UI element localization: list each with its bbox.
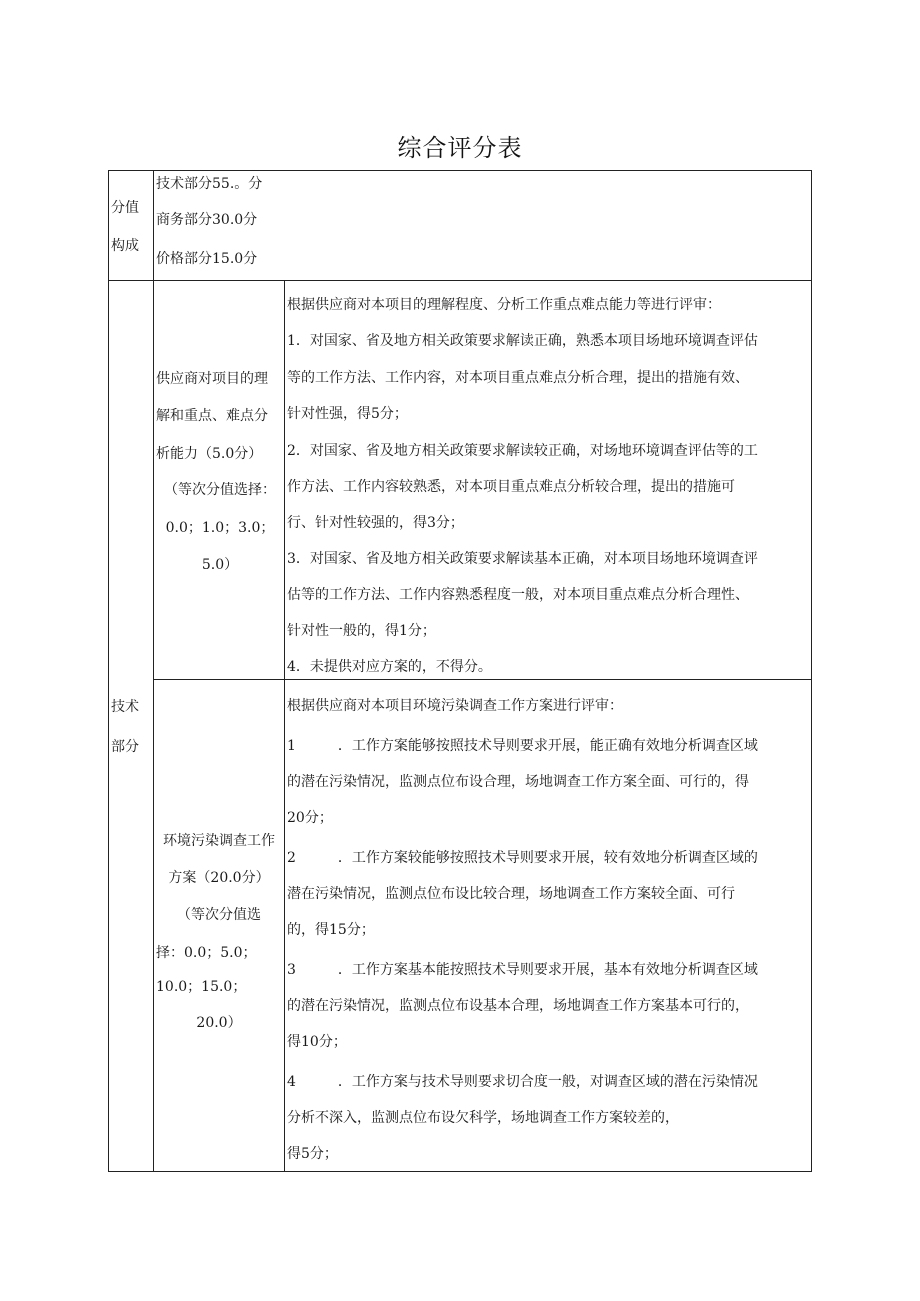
detail-text: 1．对国家、省及地方相关政策要求解读正确，熟悉本项目场地环境调查评估 bbox=[287, 333, 758, 349]
criterion-text: 0.0；1.0；3.0； bbox=[165, 520, 275, 536]
criterion-text: （等次分值选 bbox=[177, 907, 261, 923]
detail-text: 针对性一般的，得1分； bbox=[287, 623, 436, 639]
detail-text: 4．未提供对应方案的，不得分。 bbox=[287, 659, 492, 675]
criterion-text: 析能力（5.0分） bbox=[156, 446, 263, 462]
criterion-text: 择：0.0；5.0； bbox=[156, 945, 257, 961]
detail-text: 估等的工作方法、工作内容熟悉程度一般，对本项目重点难点分析合理性、 bbox=[287, 587, 749, 603]
detail-text: 根据供应商对本项目环境污染调查工作方案进行评审： bbox=[287, 698, 623, 714]
row-divider bbox=[154, 679, 811, 680]
detail-text: 2．对国家、省及地方相关政策要求解读较正确，对场地环境调查评估等的工 bbox=[287, 443, 758, 459]
detail-text: 行、针对性较强的，得3分； bbox=[287, 515, 464, 531]
technical-section-label: 技术 bbox=[111, 699, 139, 715]
detail-text: 作方法、工作内容较熟悉，对本项目重点难点分析较合理，提出的措施可 bbox=[287, 479, 735, 495]
criterion-text: 解和重点、难点分 bbox=[156, 408, 268, 424]
criterion-text: 10.0；15.0； bbox=[156, 979, 247, 995]
detail-text: 得5分； bbox=[287, 1146, 338, 1162]
criterion-text: 20.0） bbox=[196, 1015, 242, 1031]
page-title: 综合评分表 bbox=[397, 134, 523, 162]
score-composition-label: 分值 bbox=[111, 200, 139, 216]
detail-text: 潜在污染情况，监测点位布设比较合理，场地调查工作方案较全面、可行 bbox=[287, 886, 735, 902]
detail-text: 得10分； bbox=[287, 1034, 347, 1050]
technical-score: 技术部分55.。分 bbox=[156, 176, 263, 192]
detail-text: 4 ．工作方案与技术导则要求切合度一般，对调查区域的潜在污染情况 bbox=[287, 1074, 758, 1090]
detail-text: 等的工作方法、工作内容，对本项目重点难点分析合理，提出的措施有效、 bbox=[287, 370, 749, 386]
detail-text: 根据供应商对本项目的理解程度、分析工作重点难点能力等进行评审： bbox=[287, 297, 721, 313]
detail-text: 2 ．工作方案较能够按照技术导则要求开展，较有效地分析调查区域的 bbox=[287, 850, 758, 866]
detail-text: 的，得15分； bbox=[287, 922, 375, 938]
detail-text: 针对性强，得5分； bbox=[287, 406, 408, 422]
scoring-table bbox=[108, 170, 812, 1172]
price-score: 价格部分15.0分 bbox=[156, 251, 258, 267]
detail-text: 3 ．工作方案基本能按照技术导则要求开展，基本有效地分析调查区域 bbox=[287, 962, 758, 978]
criterion-text: 方案（20.0分） bbox=[168, 870, 270, 886]
detail-text: 20分； bbox=[287, 810, 333, 826]
criterion-text: 供应商对项目的理 bbox=[156, 371, 268, 387]
row-divider bbox=[109, 280, 811, 281]
detail-text: 3．对国家、省及地方相关政策要求解读基本正确，对本项目场地环境调查评 bbox=[287, 551, 758, 567]
detail-text: 1 ．工作方案能够按照技术导则要求开展，能正确有效地分析调查区域 bbox=[287, 738, 758, 754]
criterion-text: 环境污染调查工作 bbox=[163, 833, 275, 849]
column-divider bbox=[284, 280, 285, 1171]
detail-text: 分析不深入，监测点位布设欠科学，场地调查工作方案较差的， bbox=[287, 1110, 679, 1126]
technical-section-label: 部分 bbox=[111, 739, 139, 755]
score-composition-label: 构成 bbox=[111, 238, 139, 254]
detail-text: 的潜在污染情况，监测点位布设合理，场地调查工作方案全面、可行的，得 bbox=[287, 774, 749, 790]
business-score: 商务部分30.0分 bbox=[156, 212, 258, 228]
criterion-text: （等次分值选择： bbox=[164, 482, 276, 498]
criterion-text: 5.0） bbox=[201, 557, 239, 573]
detail-text: 的潜在污染情况，监测点位布设基本合理，场地调查工作方案基本可行的， bbox=[287, 998, 749, 1014]
